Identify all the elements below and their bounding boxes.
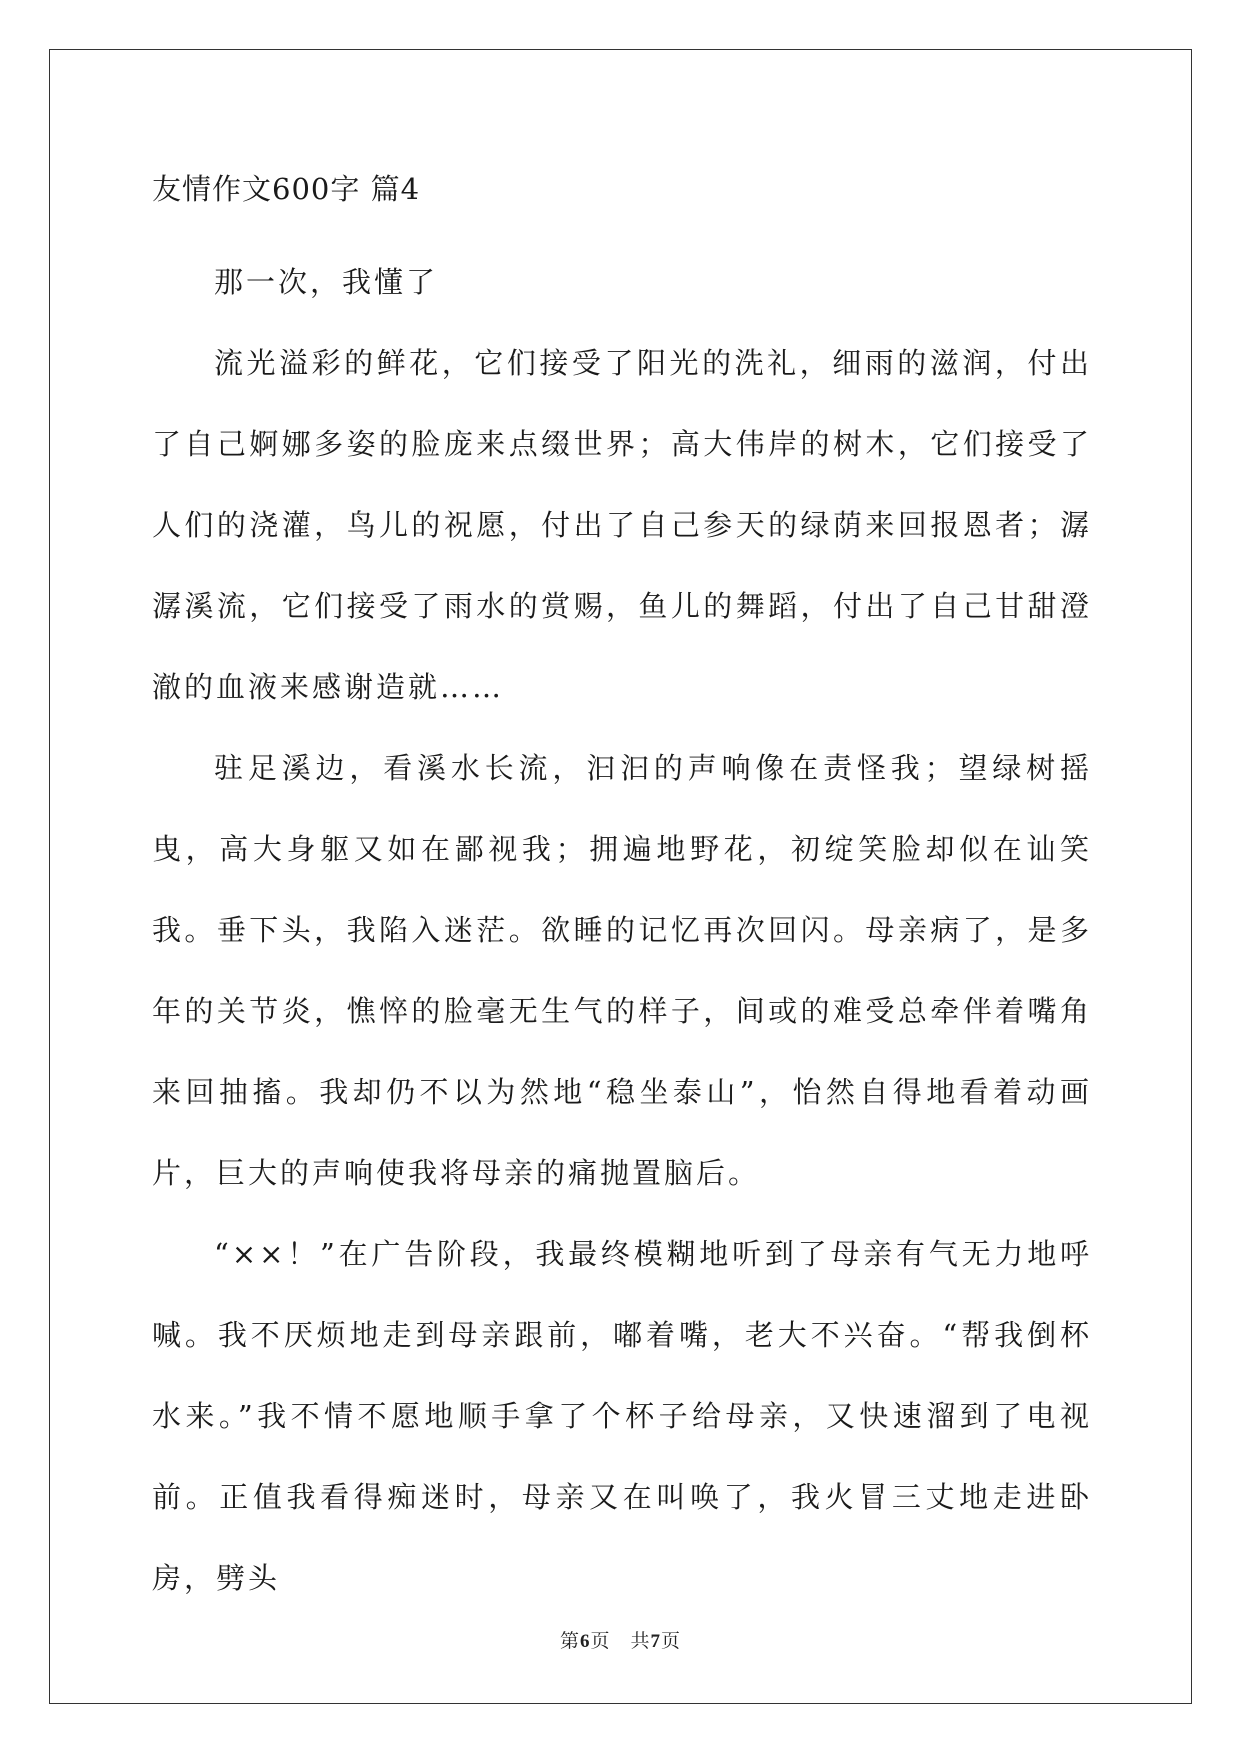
paragraph-2: 驻足溪边，看溪水长流，汩汩的声响像在责怪我；望绿树摇曳，高大身躯又如在鄙视我；拥遍地野花，初绽笑脸却似在讪笑我。垂下头，我陷入迷茫。欲睡的记忆再次回闪。母亲病了，是多年的关节炎，憔悴的脸毫无生气的样子，间或的难受总牵伴着嘴角来回抽搐。我却仍不以为然地“稳坐泰山”，怡然自得地看着动画片，巨大的声响使我将母亲的痛抛置脑后。 [152, 751, 1092, 1190]
total-pages-number: 7 [650, 1631, 662, 1652]
page-prefix: 第 [559, 1630, 580, 1652]
essay-title: 友情作文600字 篇4 [152, 172, 421, 206]
paragraph-3: “××！”在广告阶段，我最终模糊地听到了母亲有气无力地呼喊。我不厌烦地走到母亲跟前，嘟着嘴，老大不兴奋。“帮我倒杯水来。”我不情不愿地顺手拿了个杯子给母亲，又快速溜到了电视前。正值我看得痴迷时，母亲又在叫唤了，我火冒三丈地走进卧房，劈头 [152, 1237, 1092, 1595]
current-page-number: 6 [579, 1631, 591, 1652]
total-suffix: 页 [661, 1630, 682, 1652]
document-body [152, 164, 1092, 1619]
paragraph-1: 流光溢彩的鲜花，它们接受了阳光的洗礼，细雨的滋润，付出了自己婀娜多姿的脸庞来点缀世界；高大伟岸的树木，它们接受了人们的浇灌，鸟儿的祝愿，付出了自己参天的绿荫来回报恩者；潺潺溪流，它们接受了雨水的赏赐，鱼儿的舞蹈，付出了自己甘甜澄澈的血液来感谢造就…… [152, 346, 1092, 704]
paragraph-subtitle: 那一次，我懂了 [214, 265, 439, 299]
total-prefix: 共 [630, 1630, 651, 1652]
page-suffix: 页 [590, 1630, 611, 1652]
page-footer [0, 1628, 1241, 1655]
